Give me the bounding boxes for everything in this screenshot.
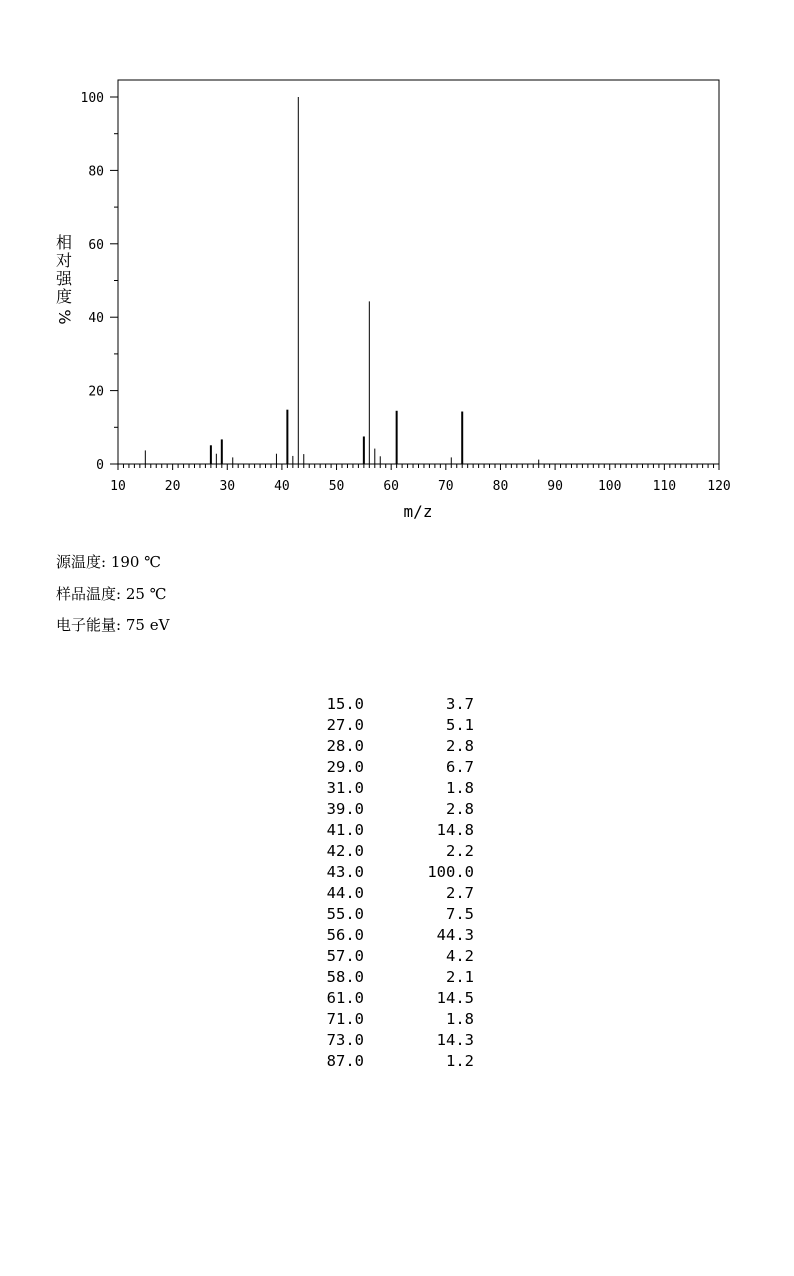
x-tick-label: 50 — [328, 479, 345, 494]
intensity-cell: 1.8 — [446, 1010, 474, 1028]
intensity-cell: 14.8 — [436, 821, 474, 839]
x-tick-label: 120 — [707, 479, 731, 494]
mz-cell: 31.0 — [326, 779, 364, 797]
intensity-cell: 3.7 — [446, 695, 474, 713]
mass-spectrum-chart — [0, 0, 794, 540]
y-tick-label: 100 — [80, 91, 104, 106]
table-row — [300, 799, 474, 820]
mz-cell: 43.0 — [326, 863, 364, 881]
mz-cell: 44.0 — [326, 884, 364, 902]
y-axis-label-unit: % — [55, 309, 74, 325]
table-row — [300, 736, 474, 757]
mz-cell: 55.0 — [326, 905, 364, 923]
intensity-cell: 6.7 — [446, 758, 474, 776]
plot-frame — [118, 80, 719, 464]
table-row — [300, 904, 474, 925]
intensity-cell: 100.0 — [427, 863, 474, 881]
mz-cell: 27.0 — [326, 716, 364, 734]
table-row — [300, 883, 474, 904]
intensity-cell: 4.2 — [446, 947, 474, 965]
mz-cell: 28.0 — [326, 737, 364, 755]
sample-temperature — [56, 583, 166, 604]
x-tick-label: 30 — [219, 479, 236, 494]
y-axis-label — [52, 234, 76, 326]
mz-cell: 71.0 — [326, 1010, 364, 1028]
x-tick-label: 40 — [274, 479, 290, 494]
condition-value: 190 ℃ — [110, 553, 162, 571]
table-row — [300, 757, 474, 778]
intensity-cell: 1.8 — [446, 779, 474, 797]
condition-value: 75 eV — [125, 616, 170, 634]
intensity-cell: 2.8 — [446, 737, 474, 755]
x-tick-label: 10 — [110, 479, 126, 494]
peaks-layer — [145, 97, 538, 464]
x-tick-label: 20 — [164, 479, 181, 494]
table-row — [300, 841, 474, 862]
y-axis-label-char: 对 — [55, 251, 72, 270]
x-tick-label: 60 — [383, 479, 400, 494]
x-tick-label: 100 — [597, 479, 622, 494]
y-tick-label: 60 — [88, 237, 104, 253]
x-tick-label: 70 — [437, 479, 454, 494]
intensity-cell: 14.5 — [436, 989, 474, 1007]
mz-cell: 57.0 — [326, 947, 364, 965]
mz-cell: 58.0 — [326, 968, 364, 986]
y-tick-label: 20 — [88, 384, 104, 400]
intensity-cell: 2.7 — [446, 884, 474, 902]
table-row — [300, 694, 474, 715]
table-row — [300, 925, 474, 946]
mz-cell: 29.0 — [326, 758, 364, 776]
table-row — [300, 1030, 474, 1051]
table-row — [300, 946, 474, 967]
x-tick-label: 80 — [492, 479, 509, 494]
table-row — [300, 1009, 474, 1030]
condition-label: 源温度: — [56, 553, 107, 571]
source-temperature — [56, 551, 161, 572]
mz-cell: 15.0 — [326, 695, 364, 713]
mz-cell: 87.0 — [326, 1052, 364, 1070]
intensity-cell: 2.1 — [446, 968, 474, 986]
y-tick-label: 40 — [88, 311, 104, 327]
intensity-cell: 5.1 — [446, 716, 474, 734]
intensity-cell: 7.5 — [446, 905, 474, 923]
table-row — [300, 862, 474, 883]
condition-value: 25 ℃ — [125, 585, 167, 603]
intensity-cell: 44.3 — [436, 926, 474, 944]
table-row — [300, 967, 474, 988]
mz-cell: 73.0 — [326, 1031, 364, 1049]
mz-cell: 42.0 — [326, 842, 364, 860]
table-row — [300, 715, 474, 736]
y-axis-label-char: 相 — [55, 233, 72, 252]
y-tick-label: 0 — [96, 458, 104, 473]
y-axis-label-char: 强 — [55, 269, 72, 288]
x-axis-label: m/z — [403, 502, 433, 521]
y-tick-label: 80 — [88, 164, 104, 180]
intensity-cell: 2.8 — [446, 800, 474, 818]
intensity-cell: 2.2 — [446, 842, 474, 860]
table-row — [300, 988, 474, 1009]
table-row — [300, 1051, 474, 1072]
mz-cell: 56.0 — [326, 926, 364, 944]
electron-energy — [56, 614, 169, 635]
intensity-cell: 14.3 — [436, 1031, 474, 1049]
intensity-cell: 1.2 — [446, 1052, 474, 1070]
x-tick-label: 110 — [652, 479, 677, 494]
table-row — [300, 778, 474, 799]
x-tick-label: 90 — [547, 479, 563, 494]
peak-table — [300, 694, 474, 1072]
condition-label: 电子能量: — [56, 616, 122, 634]
condition-label: 样品温度: — [56, 585, 122, 603]
axes-layer — [81, 91, 731, 494]
mz-cell: 39.0 — [326, 800, 364, 818]
table-row — [300, 820, 474, 841]
mz-cell: 61.0 — [326, 989, 364, 1007]
mz-cell: 41.0 — [326, 821, 364, 839]
y-axis-label-char: 度 — [55, 287, 72, 306]
peak-table-body — [300, 694, 474, 1072]
